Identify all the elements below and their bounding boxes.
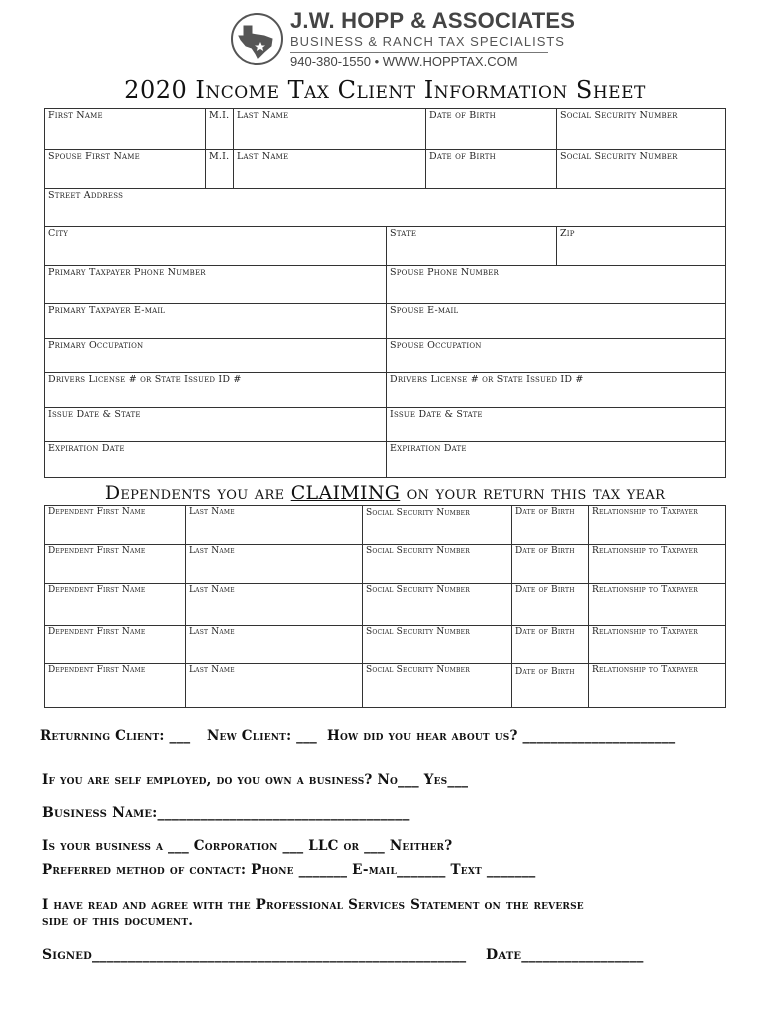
ssn-field[interactable]: [556, 108, 726, 150]
field-label: Last Name: [237, 151, 289, 162]
state-field[interactable]: [386, 226, 557, 266]
dependent-first-name-field[interactable]: [44, 663, 186, 708]
field-label: Primary Taxpayer E-mail: [48, 305, 166, 316]
dependents-heading-after: on your return this tax year: [400, 482, 666, 504]
spouse-ssn-field[interactable]: [556, 149, 726, 189]
field-label: Dependent First Name: [48, 585, 146, 595]
field-label: Social Security Number: [560, 110, 678, 121]
dependents-heading: [0, 482, 770, 504]
agreement-statement: I have read and agree with the Professional Services Statement on the reverse: [42, 897, 584, 913]
field-label: Last Name: [189, 585, 235, 595]
field-label: Date of Birth: [515, 667, 575, 677]
dependent-first-name-field[interactable]: [44, 544, 186, 584]
dependents-heading-before: Dependents you are: [104, 482, 291, 504]
dependent-relationship-field[interactable]: [588, 625, 726, 664]
city-field[interactable]: [44, 226, 387, 266]
spouse-dl-field[interactable]: [386, 372, 726, 408]
field-label: Relationship to Taxpayer: [592, 507, 698, 517]
dependent-ssn-field[interactable]: [362, 505, 512, 545]
signature-date-line[interactable]: Date_________________: [486, 947, 644, 963]
field-label: Spouse Phone Number: [390, 267, 499, 278]
street-address-field[interactable]: [44, 188, 726, 227]
dependent-dob-field[interactable]: [511, 544, 589, 584]
business-type-question[interactable]: Is your business a ___ Corporation ___ LLC or ___ Neither?: [42, 838, 453, 854]
field-label: Social Security Number: [366, 627, 470, 637]
field-label: Spouse First Name: [48, 151, 140, 162]
field-label: Date of Birth: [515, 546, 575, 556]
field-label: Expiration Date: [390, 443, 467, 454]
field-label: Date of Birth: [429, 110, 496, 121]
field-label: Social Security Number: [366, 665, 470, 675]
field-label: Social Security Number: [366, 508, 470, 518]
zip-field[interactable]: [556, 226, 726, 266]
spouse-expiration-field[interactable]: [386, 441, 726, 478]
primary-dl-field[interactable]: [44, 372, 387, 408]
new-client-question[interactable]: New Client: ___: [207, 728, 318, 744]
dependent-ssn-field[interactable]: [362, 583, 512, 626]
field-label: Primary Taxpayer Phone Number: [48, 267, 206, 278]
primary-issue-field[interactable]: [44, 407, 387, 442]
dependent-relationship-field[interactable]: [588, 505, 726, 545]
spouse-phone-field[interactable]: [386, 265, 726, 304]
mi-field[interactable]: [205, 108, 234, 150]
field-label: M.I.: [209, 151, 230, 162]
field-label: Dependent First Name: [48, 546, 146, 556]
field-label: Date of Birth: [515, 507, 575, 517]
field-label: Drivers License # or State Issued ID #: [48, 374, 242, 385]
field-label: Last Name: [189, 546, 235, 556]
field-label: Last Name: [237, 110, 289, 121]
field-label: Dependent First Name: [48, 627, 146, 637]
field-label: Last Name: [189, 665, 235, 675]
field-label: Relationship to Taxpayer: [592, 627, 698, 637]
field-label: Social Security Number: [560, 151, 678, 162]
spouse-mi-field[interactable]: [205, 149, 234, 189]
dependent-last-name-field[interactable]: [185, 663, 363, 708]
dependent-dob-field[interactable]: [511, 625, 589, 664]
primary-expiration-field[interactable]: [44, 441, 387, 478]
self-employed-question[interactable]: If you are self employed, do you own a business? No___ Yes___: [42, 772, 469, 788]
field-label: First Name: [48, 110, 103, 121]
dependent-relationship-field[interactable]: [588, 583, 726, 626]
returning-client-question[interactable]: Returning Client: ___: [40, 728, 191, 744]
dependent-first-name-field[interactable]: [44, 625, 186, 664]
field-label: Issue Date & State: [48, 409, 141, 420]
document-title: 2020 Income Tax Client Information Sheet: [124, 76, 646, 104]
field-label: Date of Birth: [515, 627, 575, 637]
dependent-dob-field[interactable]: [511, 583, 589, 626]
spouse-email-field[interactable]: [386, 303, 726, 339]
spouse-issue-field[interactable]: [386, 407, 726, 442]
company-contact: 940-380-1550 • WWW.HOPPTAX.COM: [290, 54, 518, 69]
field-label: Date of Birth: [429, 151, 496, 162]
dependents-heading-emphasis: CLAIMING: [290, 482, 401, 504]
dependent-relationship-field[interactable]: [588, 544, 726, 584]
business-name-field[interactable]: Business Name:___________________________________: [42, 805, 410, 821]
signature-line[interactable]: Signed____________________________________________________: [42, 947, 467, 963]
field-label: Spouse Occupation: [390, 340, 482, 351]
preferred-contact-question[interactable]: Preferred method of contact: Phone _______ E-mail_______ Text _______: [42, 862, 536, 878]
dependent-last-name-field[interactable]: [185, 544, 363, 584]
dependent-last-name-field[interactable]: [185, 625, 363, 664]
field-label: Relationship to Taxpayer: [592, 546, 698, 556]
spouse-dob-field[interactable]: [425, 149, 557, 189]
dependent-last-name-field[interactable]: [185, 583, 363, 626]
field-label: Street Address: [48, 190, 124, 201]
dependent-ssn-field[interactable]: [362, 544, 512, 584]
field-label: City: [48, 228, 69, 239]
primary-phone-field[interactable]: [44, 265, 387, 304]
agreement-statement-cont: side of this document.: [42, 913, 194, 929]
dependent-last-name-field[interactable]: [185, 505, 363, 545]
referral-source-question[interactable]: How did you hear about us? ______________________: [327, 728, 676, 744]
first-name-field[interactable]: [44, 108, 206, 150]
field-label: Social Security Number: [366, 585, 470, 595]
company-name: J.W. HOPP & ASSOCIATES: [290, 8, 576, 33]
field-label: Last Name: [189, 627, 235, 637]
field-label: Spouse E-mail: [390, 305, 459, 316]
dependent-relationship-field[interactable]: [588, 663, 726, 708]
spouse-occupation-field[interactable]: [386, 338, 726, 373]
field-label: Relationship to Taxpayer: [592, 665, 698, 675]
field-label: Relationship to Taxpayer: [592, 585, 698, 595]
primary-email-field[interactable]: [44, 303, 387, 339]
field-label: Last Name: [189, 507, 235, 517]
field-label: Issue Date & State: [390, 409, 483, 420]
dependent-dob-field[interactable]: [511, 505, 589, 545]
primary-occupation-field[interactable]: [44, 338, 387, 373]
field-label: Expiration Date: [48, 443, 125, 454]
field-label: Dependent First Name: [48, 665, 146, 675]
spouse-last-name-field[interactable]: [233, 149, 426, 189]
spouse-first-name-field[interactable]: [44, 149, 206, 189]
dependent-ssn-field[interactable]: [362, 625, 512, 664]
field-label: Social Security Number: [366, 546, 470, 556]
dob-field[interactable]: [425, 108, 557, 150]
dependent-first-name-field[interactable]: [44, 505, 186, 545]
field-label: Primary Occupation: [48, 340, 144, 351]
field-label: State: [390, 228, 417, 239]
field-label: M.I.: [209, 110, 230, 121]
field-label: Date of Birth: [515, 585, 575, 595]
field-label: Zip: [560, 228, 575, 239]
last-name-field[interactable]: [233, 108, 426, 150]
company-tagline: BUSINESS & RANCH TAX SPECIALISTS: [290, 34, 565, 49]
dependent-ssn-field[interactable]: [362, 663, 512, 708]
dependent-dob-field[interactable]: [511, 663, 589, 708]
field-label: Drivers License # or State Issued ID #: [390, 374, 584, 385]
field-label: Dependent First Name: [48, 507, 146, 517]
dependent-first-name-field[interactable]: [44, 583, 186, 626]
